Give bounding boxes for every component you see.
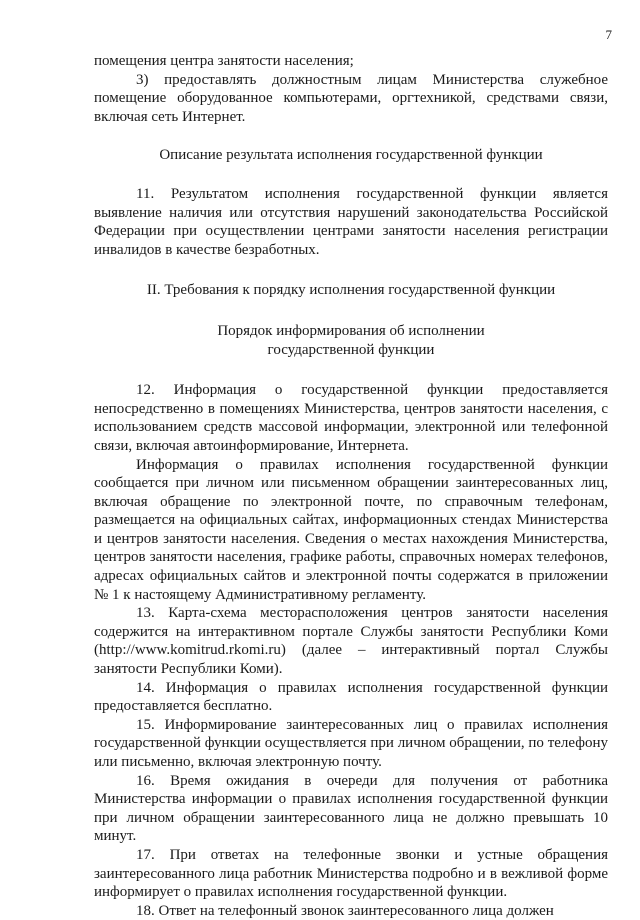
paragraph-12-info: Информация о правилах исполнения государственной функции сообщается при личном или письменном обращении заинтересованных лиц, включая обращение по электронной почте, по справочным телефонам, размещается на официальных сайтах, информационных стендах Министерства и центров занятости населения. Сведения о местах нахождения Министерства, центров занятости населения, графике работы, справочных номерах телефонов, адресах официальных сайтов и электронной почты содержатся в приложении № 1 к настоящему Административному регламенту. — [94, 456, 608, 603]
paragraph-continuation: помещения центра занятости населения; — [94, 53, 354, 69]
paragraph-12: 12. Информация о государственной функции предоставляется непосредственно в помещениях Министерства, центров занятости населения, с использованием средств массовой информации, электронной или телефонной связи, включая автоинформирование, Интернета. — [94, 382, 608, 454]
subsection-heading-line-1: Порядок информирования об исполнении — [217, 322, 485, 339]
paragraph-11: 11. Результатом исполнения государственной функции является выявление наличия или отсутствия нарушений законодательства Российской Федерации при осуществлении центрами занятости населения регистрации инвалидов в качестве безработных. — [94, 185, 608, 258]
paragraph-16: 16. Время ожидания в очереди для получения от работника Министерства информации о правилах исполнения государственной функции при личном обращении заинтересованного лица не должно превышать 10 минут. — [94, 772, 608, 845]
paragraph-17: 17. При ответах на телефонные звонки и устные обращения заинтересованного лица работник Министерства подробно и в вежливой форме информирует о правилах исполнения государственной функции. — [94, 846, 608, 901]
paragraph-14: 14. Информация о правилах исполнения государственной функции предоставляется бесплатно. — [94, 679, 608, 715]
document-body — [94, 52, 608, 920]
paragraph-13: 13. Карта-схема месторасположения центров занятости населения содержится на интерактивном портале Службы занятости Республики Коми (http://www.komitrud.rkomi.ru) (далее – интерактивный портал Службы занятости Республики Коми). — [94, 605, 608, 678]
chapter-heading-requirements: II. Требования к порядку исполнения государственной функции — [146, 282, 556, 299]
subsection-heading-line-2: государственной функции — [267, 341, 435, 358]
section-heading-result: Описание результата исполнения государственной функции — [159, 147, 543, 164]
paragraph-item-3: 3) предоставлять должностным лицам Министерства служебное помещение оборудованное компьютерами, оргтехникой, средствами связи, включая сеть Интернет. — [94, 71, 608, 125]
paragraph-18: 18. Ответ на телефонный звонок заинтересованного лица должен — [136, 902, 554, 919]
page-number: 7 — [605, 27, 612, 42]
paragraph-15: 15. Информирование заинтересованных лиц о правилах исполнения государственной функции осуществляется при личном обращении, по телефону или письменно, включая электронную почту. — [94, 716, 608, 770]
